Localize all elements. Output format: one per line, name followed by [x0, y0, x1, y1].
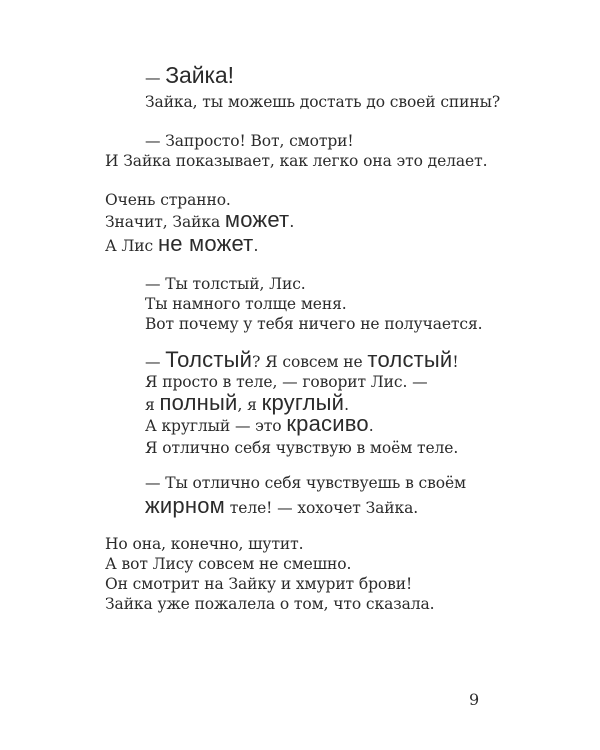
text-segment: Зайка, ты можешь достать до своей спины? — [145, 93, 501, 111]
text-segment: И Зайка показывает, как легко она это делает. — [105, 152, 488, 170]
text-line — [105, 151, 487, 171]
emphasized-word: круглый — [261, 390, 345, 415]
text-segment: — — [145, 69, 166, 87]
emphasized-word: может — [224, 207, 290, 232]
text-segment: . — [253, 237, 259, 255]
emphasized-word: толстый — [367, 347, 453, 372]
text-segment: — Ты толстый, Лис. — [145, 275, 306, 293]
text-segment: я — [145, 396, 160, 414]
text-segment: Вот почему у тебя ничего не получается. — [145, 315, 483, 333]
text-segment: Очень странно. — [105, 191, 231, 209]
text-segment: А Лис — [105, 237, 158, 255]
emphasized-word: полный — [159, 390, 238, 415]
text-segment: . — [289, 213, 295, 231]
text-line — [145, 411, 374, 436]
emphasized-word: Толстый — [165, 347, 253, 372]
text-segment: Зайка уже пожалела о том, что сказала. — [105, 595, 435, 613]
text-segment: А вот Лису совсем не смешно. — [105, 555, 352, 573]
text-segment: Я просто в теле, — говорит Лис. — — [145, 373, 428, 391]
emphasized-word: Зайка! — [165, 62, 234, 88]
text-segment: Значит, Зайка — [105, 213, 225, 231]
text-line — [145, 372, 428, 392]
text-segment: . — [344, 396, 349, 414]
emphasized-word: жирном — [145, 493, 225, 518]
text-segment: ? Я совсем не — [252, 353, 368, 371]
text-segment: — Ты отлично себя чувствуешь в своём — [145, 474, 467, 492]
text-line — [145, 438, 458, 458]
text-segment: — — [145, 353, 166, 371]
text-line — [105, 574, 412, 594]
text-line — [145, 347, 459, 372]
text-segment: теле! — хохочет Зайка. — [224, 499, 419, 517]
text-segment: Я отлично себя чувствую в моём теле. — [145, 439, 459, 457]
text-line — [105, 207, 295, 232]
text-segment: Ты намного толще меня. — [145, 295, 347, 313]
text-line — [145, 274, 306, 294]
text-line — [145, 294, 347, 314]
text-line — [145, 314, 483, 334]
emphasized-word: не может — [157, 231, 254, 256]
text-segment: Но она, конечно, шутит. — [105, 535, 304, 553]
text-line — [105, 594, 434, 614]
text-line — [105, 554, 351, 574]
text-segment: Он смотрит на Зайку и хмурит брови! — [105, 575, 413, 593]
page-number: 9 — [469, 690, 480, 709]
text-segment: . — [368, 417, 374, 435]
text-line — [145, 92, 500, 112]
emphasized-word: красиво — [286, 411, 369, 436]
text-line — [145, 62, 234, 88]
text-segment: А круглый — это — [145, 417, 287, 435]
text-line — [105, 231, 259, 256]
text-segment: — Запросто! Вот, смотри! — [145, 132, 354, 150]
text-line — [145, 131, 354, 151]
text-line — [145, 493, 419, 518]
text-segment: , я — [237, 396, 262, 414]
text-line — [105, 190, 231, 210]
text-line — [105, 534, 303, 554]
text-segment: ! — [452, 353, 459, 371]
text-line — [145, 473, 466, 493]
